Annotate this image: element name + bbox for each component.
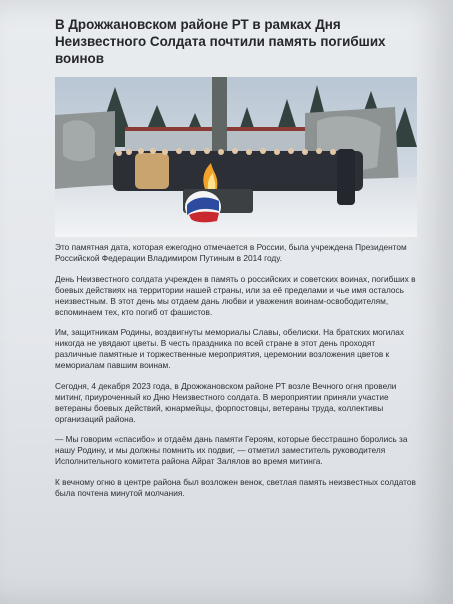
paragraph: К вечному огню в центре района был возложен венок, светлая память неизвестных солдатов была почтена минутой молчания.: [55, 476, 416, 498]
memorial-photo-icon: [55, 77, 417, 237]
paragraph: Это памятная дата, которая ежегодно отмечается в России, была учреждена Президентом Российской Федерации Владимиром Путиным в 2014 году.: [55, 242, 407, 263]
wreath: [185, 191, 221, 223]
article-body: [55, 242, 417, 508]
paragraph: День Неизвестного солдата учрежден в память о российских и советских воинах, погибших в боевых действиях на территории нашей страны, или за её пределами и чье имя осталось неизвестным. В этот день мы отдаем дань любви и уважения воинам-освободителям, вспоминаем тех, кто погиб от фашистов.: [55, 273, 416, 317]
memorial-photo: [55, 77, 417, 237]
obelisk: [212, 77, 227, 151]
paragraph: Им, защитникам Родины, воздвигнуты мемориалы Славы, обелиски. На братских могилах никогда не увядают цветы. В честь праздника по всей стране в этот день проходят различные памятные и торжественные мероприятия, церемонии возложения цветов к мемориалам павшим воинам.: [55, 327, 405, 370]
paragraph: — Мы говорим «спасибо» и отдаём дань памяти Героям, которые бесстрашно боролись за нашу Родину, и мы должны помнить их подвиг, — отметил заместитель руководителя Исполнительного комитета района Айрат Залялов во время митинга.: [55, 434, 408, 466]
article-title: В Дрожжановском районе РТ в рамках Дня Неизвестного Солдата почтили память погибших воинов: [55, 17, 386, 66]
paragraph: Сегодня, 4 декабря 2023 года, в Дрожжановском районе РТ возле Вечного огня провели митинг, приуроченный ко Дню Неизвестного солдата. В мероприятии приняли участие ветераны боевых действий, юнармейцы, форпостовцы, ветераны труда, коллективы организаций района.: [55, 380, 397, 424]
